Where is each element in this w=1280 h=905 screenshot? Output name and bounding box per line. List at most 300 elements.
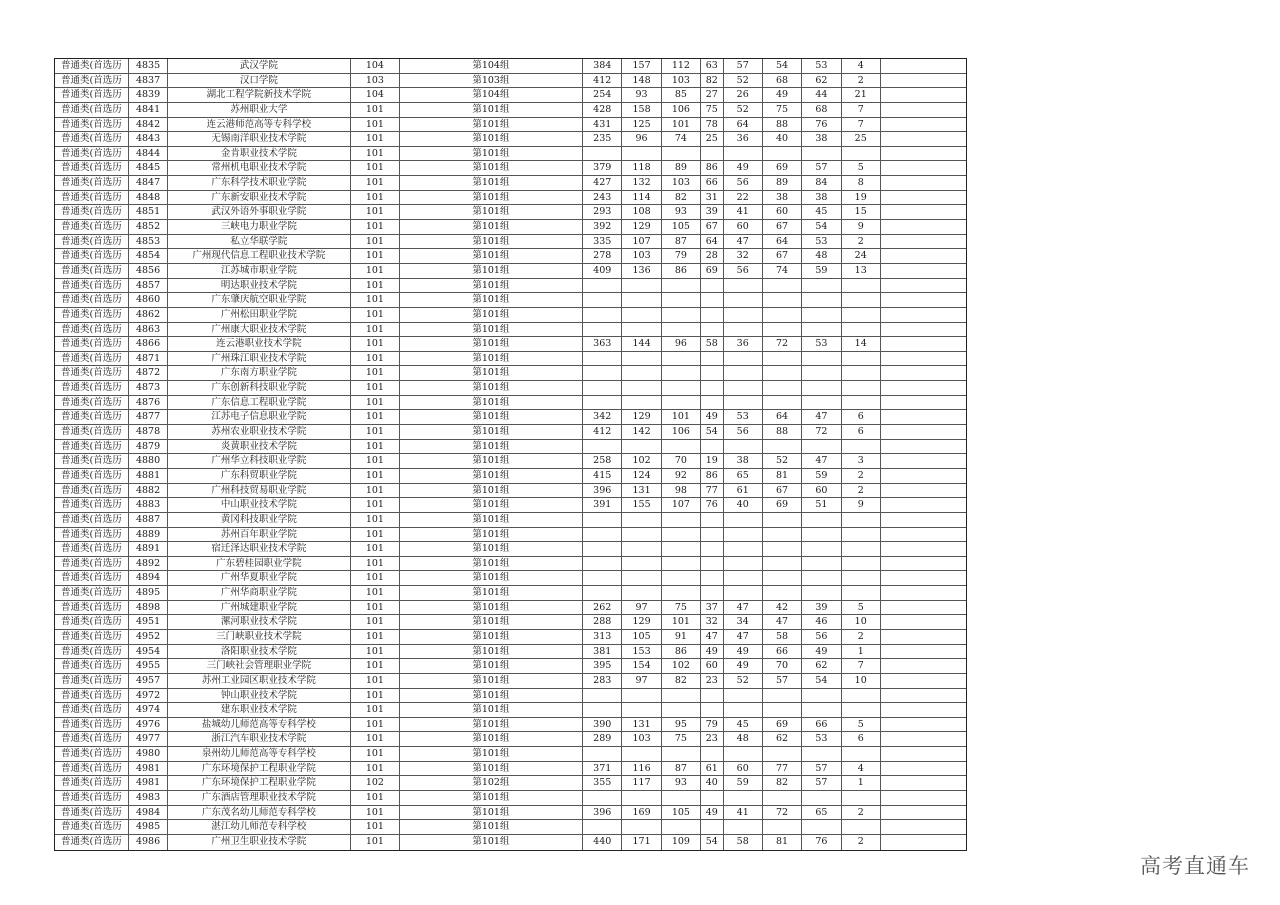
count-cell: 19: [842, 191, 881, 205]
count-cell: [842, 396, 881, 410]
count-cell: 25: [842, 132, 881, 146]
score-cell-7: [802, 542, 841, 556]
score-cell-4: 32: [701, 615, 724, 629]
group-code-cell: 101: [351, 205, 400, 219]
score-cell-6: 57: [763, 674, 802, 688]
category-cell: 普通类(首选历: [55, 689, 129, 703]
total-score-cell: [583, 308, 622, 322]
total-score-cell: 409: [583, 264, 622, 278]
score-cell-3: 92: [662, 469, 701, 483]
score-cell-5: [724, 586, 763, 600]
category-cell: 普通类(首选历: [55, 601, 129, 615]
score-cell-6: [763, 557, 802, 571]
table-row: [55, 571, 966, 586]
score-cell-6: 89: [763, 176, 802, 190]
score-cell-7: 76: [802, 835, 841, 850]
school-name-cell: 广州城建职业学院: [168, 601, 351, 615]
score-cell-4: [701, 440, 724, 454]
school-name-cell: 中山职业技术学院: [168, 498, 351, 512]
score-cell-4: 86: [701, 469, 724, 483]
score-cell-2: 131: [622, 484, 661, 498]
table-row: [55, 732, 966, 747]
score-cell-3: [662, 820, 701, 834]
school-code-cell: 4976: [129, 718, 167, 732]
score-cell-5: 49: [724, 161, 763, 175]
score-cell-4: [701, 571, 724, 585]
score-cell-2: 148: [622, 74, 661, 88]
blank-cell: [881, 323, 966, 337]
group-name-cell: 第101组: [400, 381, 583, 395]
total-score-cell: [583, 293, 622, 307]
blank-cell: [881, 601, 966, 615]
score-cell-4: 67: [701, 220, 724, 234]
count-cell: 1: [842, 776, 881, 790]
table-row: [55, 74, 966, 89]
score-cell-6: 64: [763, 410, 802, 424]
score-cell-4: 66: [701, 176, 724, 190]
blank-cell: [881, 279, 966, 293]
group-code-cell: 104: [351, 88, 400, 102]
score-cell-6: [763, 308, 802, 322]
score-cell-3: 101: [662, 410, 701, 424]
blank-cell: [881, 806, 966, 820]
score-cell-3: 93: [662, 205, 701, 219]
count-cell: 2: [842, 630, 881, 644]
table-row: [55, 323, 966, 338]
table-row: [55, 659, 966, 674]
score-cell-2: [622, 747, 661, 761]
group-name-cell: 第101组: [400, 689, 583, 703]
score-cell-5: 64: [724, 118, 763, 132]
table-row: [55, 557, 966, 572]
school-code-cell: 4842: [129, 118, 167, 132]
score-cell-4: 31: [701, 191, 724, 205]
score-cell-5: 56: [724, 264, 763, 278]
score-cell-6: 49: [763, 88, 802, 102]
score-cell-6: 68: [763, 74, 802, 88]
score-cell-7: [802, 513, 841, 527]
blank-cell: [881, 469, 966, 483]
blank-cell: [881, 440, 966, 454]
count-cell: 6: [842, 410, 881, 424]
score-cell-4: [701, 308, 724, 322]
score-cell-6: 67: [763, 484, 802, 498]
score-cell-6: [763, 513, 802, 527]
score-cell-6: [763, 366, 802, 380]
blank-cell: [881, 425, 966, 439]
score-cell-7: [802, 323, 841, 337]
score-cell-4: 77: [701, 484, 724, 498]
count-cell: 2: [842, 835, 881, 850]
score-cell-2: [622, 366, 661, 380]
school-name-cell: 湖北工程学院新技术学院: [168, 88, 351, 102]
score-cell-6: 69: [763, 161, 802, 175]
blank-cell: [881, 366, 966, 380]
score-cell-3: 87: [662, 235, 701, 249]
score-cell-2: 118: [622, 161, 661, 175]
total-score-cell: [583, 396, 622, 410]
table-row: [55, 674, 966, 689]
category-cell: 普通类(首选历: [55, 513, 129, 527]
group-code-cell: 101: [351, 425, 400, 439]
blank-cell: [881, 528, 966, 542]
group-name-cell: 第101组: [400, 703, 583, 717]
school-name-cell: 广东科学技术职业学院: [168, 176, 351, 190]
table-row: [55, 366, 966, 381]
school-name-cell: 广东茂名幼儿师范专科学校: [168, 806, 351, 820]
table-row: [55, 176, 966, 191]
score-cell-5: 41: [724, 205, 763, 219]
score-cell-2: 136: [622, 264, 661, 278]
score-cell-6: 72: [763, 337, 802, 351]
category-cell: 普通类(首选历: [55, 176, 129, 190]
group-code-cell: 101: [351, 571, 400, 585]
table-row: [55, 220, 966, 235]
score-cell-6: [763, 747, 802, 761]
school-code-cell: 4871: [129, 352, 167, 366]
score-cell-3: [662, 293, 701, 307]
school-name-cell: 江苏电子信息职业学院: [168, 410, 351, 424]
group-name-cell: 第101组: [400, 205, 583, 219]
group-code-cell: 101: [351, 747, 400, 761]
score-cell-6: [763, 293, 802, 307]
count-cell: 5: [842, 161, 881, 175]
count-cell: 2: [842, 74, 881, 88]
count-cell: [842, 571, 881, 585]
school-name-cell: 广东环境保护工程职业学院: [168, 776, 351, 790]
score-cell-3: [662, 747, 701, 761]
count-cell: [842, 366, 881, 380]
school-name-cell: 炎黄职业技术学院: [168, 440, 351, 454]
table-row: [55, 191, 966, 206]
table-row: [55, 645, 966, 660]
score-cell-2: 154: [622, 659, 661, 673]
group-code-cell: 101: [351, 366, 400, 380]
score-cell-3: 87: [662, 762, 701, 776]
total-score-cell: [583, 366, 622, 380]
group-code-cell: 101: [351, 659, 400, 673]
score-cell-5: 57: [724, 59, 763, 73]
category-cell: 普通类(首选历: [55, 205, 129, 219]
school-name-cell: 广州科技贸易职业学院: [168, 484, 351, 498]
school-name-cell: 黄冈科技职业学院: [168, 513, 351, 527]
score-cell-4: 78: [701, 118, 724, 132]
school-name-cell: 广州华立科技职业学院: [168, 454, 351, 468]
score-cell-6: 69: [763, 718, 802, 732]
count-cell: [842, 528, 881, 542]
score-cell-6: 54: [763, 59, 802, 73]
score-cell-3: 82: [662, 191, 701, 205]
category-cell: 普通类(首选历: [55, 659, 129, 673]
count-cell: 24: [842, 249, 881, 263]
total-score-cell: 427: [583, 176, 622, 190]
score-cell-3: [662, 703, 701, 717]
score-cell-7: 38: [802, 191, 841, 205]
score-cell-7: 38: [802, 132, 841, 146]
group-code-cell: 101: [351, 498, 400, 512]
school-name-cell: 江苏城市职业学院: [168, 264, 351, 278]
score-cell-6: 42: [763, 601, 802, 615]
group-code-cell: 101: [351, 703, 400, 717]
school-code-cell: 4873: [129, 381, 167, 395]
score-cell-7: [802, 571, 841, 585]
category-cell: 普通类(首选历: [55, 59, 129, 73]
score-cell-2: 96: [622, 132, 661, 146]
score-cell-7: 53: [802, 59, 841, 73]
score-cell-3: 86: [662, 264, 701, 278]
score-cell-2: [622, 308, 661, 322]
score-cell-7: 72: [802, 425, 841, 439]
school-code-cell: 4877: [129, 410, 167, 424]
score-cell-4: [701, 279, 724, 293]
score-cell-2: 124: [622, 469, 661, 483]
school-code-cell: 4980: [129, 747, 167, 761]
school-name-cell: 苏州工业园区职业技术学院: [168, 674, 351, 688]
count-cell: 1: [842, 645, 881, 659]
score-cell-2: 132: [622, 176, 661, 190]
category-cell: 普通类(首选历: [55, 469, 129, 483]
score-cell-7: 47: [802, 454, 841, 468]
score-cell-7: 59: [802, 264, 841, 278]
school-code-cell: 4847: [129, 176, 167, 190]
score-cell-5: 48: [724, 732, 763, 746]
score-cell-3: 101: [662, 615, 701, 629]
blank-cell: [881, 835, 966, 850]
count-cell: [842, 820, 881, 834]
group-code-cell: 101: [351, 220, 400, 234]
score-cell-5: [724, 703, 763, 717]
score-cell-3: [662, 279, 701, 293]
total-score-cell: [583, 381, 622, 395]
school-name-cell: 宿迁泽达职业技术学院: [168, 542, 351, 556]
score-cell-7: 57: [802, 161, 841, 175]
category-cell: 普通类(首选历: [55, 718, 129, 732]
school-name-cell: 苏州职业大学: [168, 103, 351, 117]
count-cell: 4: [842, 59, 881, 73]
score-cell-5: 22: [724, 191, 763, 205]
school-name-cell: 广东南方职业学院: [168, 366, 351, 380]
school-name-cell: 洛阳职业技术学院: [168, 645, 351, 659]
score-cell-7: [802, 703, 841, 717]
score-cell-4: [701, 703, 724, 717]
category-cell: 普通类(首选历: [55, 88, 129, 102]
group-name-cell: 第101组: [400, 615, 583, 629]
score-cell-2: [622, 586, 661, 600]
school-name-cell: 连云港师范高等专科学校: [168, 118, 351, 132]
total-score-cell: 440: [583, 835, 622, 850]
table-row: [55, 689, 966, 704]
blank-cell: [881, 132, 966, 146]
table-row: [55, 528, 966, 543]
school-name-cell: 广东肇庆航空职业学院: [168, 293, 351, 307]
score-cell-6: [763, 820, 802, 834]
category-cell: 普通类(首选历: [55, 791, 129, 805]
school-code-cell: 4954: [129, 645, 167, 659]
total-score-cell: [583, 147, 622, 161]
category-cell: 普通类(首选历: [55, 528, 129, 542]
score-cell-2: 129: [622, 410, 661, 424]
score-cell-3: [662, 586, 701, 600]
score-cell-6: [763, 791, 802, 805]
score-cell-5: [724, 381, 763, 395]
total-score-cell: 289: [583, 732, 622, 746]
category-cell: 普通类(首选历: [55, 74, 129, 88]
score-cell-5: [724, 542, 763, 556]
group-code-cell: 101: [351, 615, 400, 629]
score-cell-5: [724, 396, 763, 410]
category-cell: 普通类(首选历: [55, 557, 129, 571]
school-code-cell: 4862: [129, 308, 167, 322]
school-code-cell: 4878: [129, 425, 167, 439]
score-cell-6: [763, 542, 802, 556]
school-name-cell: 三峡电力职业学院: [168, 220, 351, 234]
group-code-cell: 101: [351, 440, 400, 454]
blank-cell: [881, 689, 966, 703]
group-code-cell: 101: [351, 381, 400, 395]
score-cell-5: 59: [724, 776, 763, 790]
category-cell: 普通类(首选历: [55, 249, 129, 263]
group-code-cell: 102: [351, 776, 400, 790]
group-code-cell: 101: [351, 352, 400, 366]
score-cell-2: 125: [622, 118, 661, 132]
score-cell-5: [724, 791, 763, 805]
table-row: [55, 703, 966, 718]
category-cell: 普通类(首选历: [55, 806, 129, 820]
score-cell-7: [802, 366, 841, 380]
total-score-cell: 355: [583, 776, 622, 790]
score-cell-5: 52: [724, 103, 763, 117]
score-cell-7: [802, 308, 841, 322]
blank-cell: [881, 410, 966, 424]
blank-cell: [881, 308, 966, 322]
category-cell: 普通类(首选历: [55, 220, 129, 234]
school-name-cell: 常州机电职业技术学院: [168, 161, 351, 175]
school-code-cell: 4879: [129, 440, 167, 454]
count-cell: 14: [842, 337, 881, 351]
count-cell: [842, 352, 881, 366]
blank-cell: [881, 571, 966, 585]
school-code-cell: 4872: [129, 366, 167, 380]
score-cell-4: [701, 528, 724, 542]
score-cell-2: 102: [622, 454, 661, 468]
blank-cell: [881, 674, 966, 688]
blank-cell: [881, 118, 966, 132]
count-cell: 2: [842, 484, 881, 498]
score-cell-4: [701, 323, 724, 337]
score-cell-7: 51: [802, 498, 841, 512]
school-name-cell: 湛江幼儿师范专科学校: [168, 820, 351, 834]
group-name-cell: 第101组: [400, 425, 583, 439]
table-row: [55, 586, 966, 601]
score-cell-4: 54: [701, 835, 724, 850]
score-cell-3: 106: [662, 103, 701, 117]
score-cell-3: 107: [662, 498, 701, 512]
score-cell-4: 25: [701, 132, 724, 146]
score-cell-7: [802, 147, 841, 161]
group-code-cell: 101: [351, 147, 400, 161]
score-cell-5: [724, 820, 763, 834]
score-cell-2: [622, 440, 661, 454]
score-cell-2: 108: [622, 205, 661, 219]
score-cell-5: 56: [724, 425, 763, 439]
score-cell-4: 86: [701, 161, 724, 175]
category-cell: 普通类(首选历: [55, 323, 129, 337]
total-score-cell: 396: [583, 806, 622, 820]
table-row: [55, 484, 966, 499]
score-cell-4: 19: [701, 454, 724, 468]
school-name-cell: 广东碧桂园职业学院: [168, 557, 351, 571]
school-code-cell: 4977: [129, 732, 167, 746]
score-cell-5: 52: [724, 74, 763, 88]
count-cell: 7: [842, 103, 881, 117]
score-cell-4: 58: [701, 337, 724, 351]
score-cell-5: [724, 308, 763, 322]
count-cell: 2: [842, 806, 881, 820]
group-name-cell: 第104组: [400, 59, 583, 73]
count-cell: [842, 689, 881, 703]
school-code-cell: 4857: [129, 279, 167, 293]
score-cell-5: 38: [724, 454, 763, 468]
score-cell-7: [802, 586, 841, 600]
score-cell-3: 74: [662, 132, 701, 146]
score-cell-3: [662, 528, 701, 542]
category-cell: 普通类(首选历: [55, 118, 129, 132]
school-name-cell: 广东酒店管理职业技术学院: [168, 791, 351, 805]
total-score-cell: 379: [583, 161, 622, 175]
score-cell-6: [763, 323, 802, 337]
group-name-cell: 第101组: [400, 513, 583, 527]
school-code-cell: 4876: [129, 396, 167, 410]
table-row: [55, 59, 966, 74]
group-code-cell: 101: [351, 484, 400, 498]
table-row: [55, 440, 966, 455]
score-cell-7: [802, 557, 841, 571]
score-cell-7: [802, 791, 841, 805]
table-row: [55, 835, 966, 850]
score-cell-5: [724, 689, 763, 703]
count-cell: [842, 293, 881, 307]
score-cell-4: 37: [701, 601, 724, 615]
total-score-cell: [583, 557, 622, 571]
school-name-cell: 广州康大职业技术学院: [168, 323, 351, 337]
school-code-cell: 4981: [129, 776, 167, 790]
score-cell-5: 49: [724, 659, 763, 673]
score-cell-6: 66: [763, 645, 802, 659]
score-cell-5: 45: [724, 718, 763, 732]
score-cell-2: [622, 147, 661, 161]
school-code-cell: 4883: [129, 498, 167, 512]
category-cell: 普通类(首选历: [55, 235, 129, 249]
group-name-cell: 第101组: [400, 835, 583, 850]
total-score-cell: 262: [583, 601, 622, 615]
blank-cell: [881, 718, 966, 732]
score-cell-7: 76: [802, 118, 841, 132]
table-row: [55, 308, 966, 323]
score-cell-7: 62: [802, 74, 841, 88]
group-name-cell: 第101组: [400, 791, 583, 805]
score-cell-5: [724, 279, 763, 293]
table-row: [55, 469, 966, 484]
school-name-cell: 广州珠江职业技术学院: [168, 352, 351, 366]
group-code-cell: 101: [351, 630, 400, 644]
blank-cell: [881, 220, 966, 234]
school-code-cell: 4951: [129, 615, 167, 629]
category-cell: 普通类(首选历: [55, 615, 129, 629]
score-cell-5: [724, 747, 763, 761]
blank-cell: [881, 498, 966, 512]
score-cell-6: 67: [763, 249, 802, 263]
group-name-cell: 第101组: [400, 323, 583, 337]
